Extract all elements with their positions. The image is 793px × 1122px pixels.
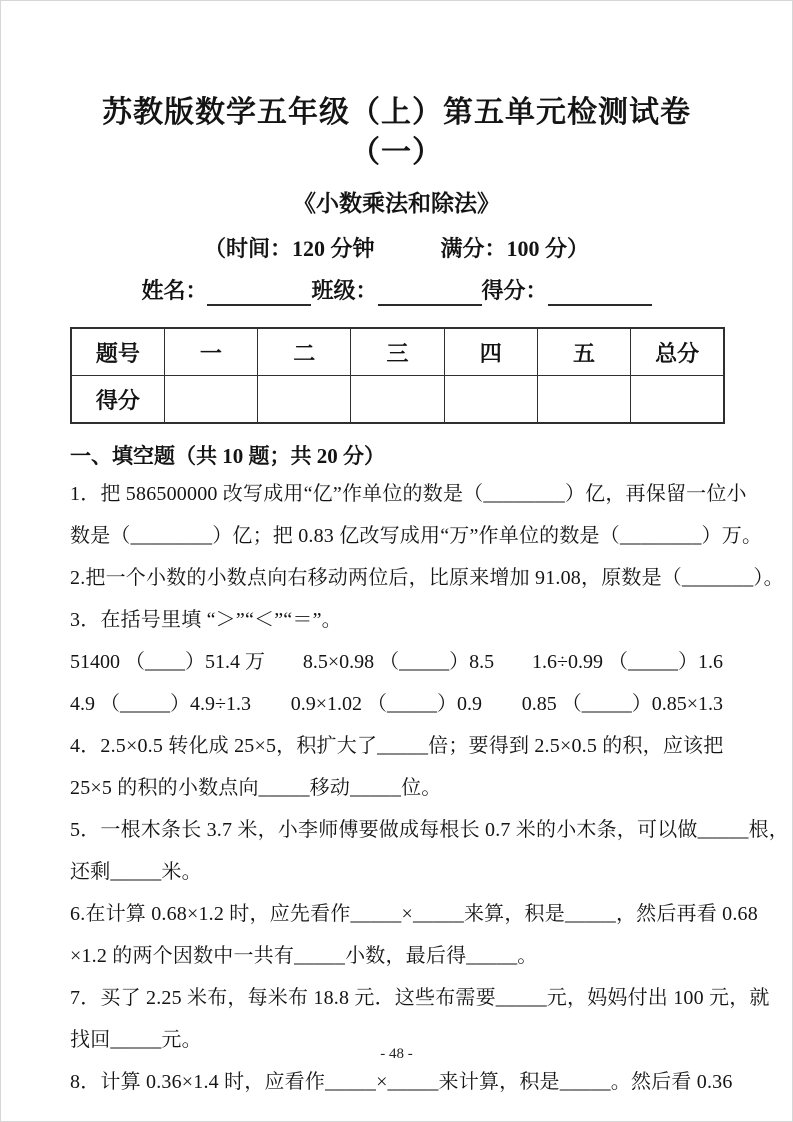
score-table	[70, 327, 725, 424]
question-6-line-2: ×1.2 的两个因数中一共有_____小数，最后得_____。	[70, 945, 538, 967]
name-blank[interactable]	[207, 280, 311, 306]
question-1-line-1: 1．把 586500000 改写成用“亿”作单位的数是（________）亿，再保留一位小	[70, 483, 747, 505]
score-table-header-row	[71, 328, 724, 376]
question-3: 3．在括号里填 “＞”“＜”“＝”。	[70, 609, 342, 631]
compare-item: 0.9×1.02 （_____）0.9	[290, 693, 482, 715]
compare-item: 51400 （____）51.4 万	[70, 651, 265, 673]
compare-row-1	[70, 641, 723, 683]
score-cell[interactable]	[258, 376, 351, 424]
class-label: 班级：	[311, 278, 378, 303]
question-6-line-1: 6.在计算 0.68×1.2 时，应先看作_____×_____来算，积是_____，然后再看 0.68	[70, 903, 758, 925]
question-2: 2.把一个小数的小数点向右移动两位后，比原来增加 91.08，原数是（_______）。	[70, 567, 784, 589]
class-blank[interactable]	[378, 280, 482, 306]
table-header-cell-4: 四	[444, 328, 537, 376]
score-label: 得分：	[481, 278, 548, 303]
name-label: 姓名：	[141, 278, 208, 303]
compare-item: 1.6÷0.99 （_____）1.6	[532, 651, 723, 673]
question-5-line-2: 还剩_____米。	[70, 861, 202, 883]
exam-time-score-line: （时间：120 分钟 满分：100 分）	[203, 236, 589, 261]
score-cell[interactable]	[164, 376, 257, 424]
compare-item: 8.5×0.98 （_____）8.5	[302, 651, 495, 673]
score-cell[interactable]	[537, 376, 630, 424]
score-cell[interactable]	[631, 376, 724, 424]
question-4-line-1: 4．2.5×0.5 转化成 25×5，积扩大了_____倍；要得到 2.5×0.5 的积，应该把	[70, 735, 724, 757]
table-header-cell-tihao: 题号	[71, 328, 164, 376]
score-table-score-row	[71, 376, 724, 424]
question-1-line-2: 数是（________）亿；把 0.83 亿改写成用“万”作单位的数是（________）万。	[70, 525, 763, 547]
question-7-line-1: 7．买了 2.25 米布，每米布 18.8 元．这些布需要_____元，妈妈付出 100 元，就	[70, 987, 770, 1009]
question-7-line-2: 找回_____元。	[70, 1029, 202, 1051]
table-header-cell-5: 五	[537, 328, 630, 376]
compare-item: 4.9 （_____）4.9÷1.3	[70, 693, 251, 715]
score-cell[interactable]	[351, 376, 444, 424]
question-4-line-2: 25×5 的积的小数点向_____移动_____位。	[70, 777, 442, 799]
question-5-line-1: 5．一根木条长 3.7 米，小李师傅要做成每根长 0.7 米的小木条，可以做_____根，	[70, 819, 789, 841]
page-title: 苏教版数学五年级（上）第五单元检测试卷（一）	[102, 96, 691, 169]
section-heading-fill-in: 一、填空题（共 10 题；共 20 分）	[70, 444, 385, 468]
score-blank[interactable]	[548, 280, 652, 306]
compare-item: 0.85 （_____）0.85×1.3	[521, 693, 723, 715]
student-info-row	[70, 276, 723, 306]
table-header-cell-total: 总分	[631, 328, 724, 376]
score-cell[interactable]	[444, 376, 537, 424]
score-row-label: 得分	[71, 376, 164, 424]
exam-subtitle: 《小数乘法和除法》	[293, 191, 500, 216]
page-number: - 48 -	[380, 1046, 413, 1062]
compare-row-2	[70, 683, 723, 725]
question-8: 8．计算 0.36×1.4 时，应看作_____×_____来计算，积是_____。然后看 0.36	[70, 1071, 733, 1093]
table-header-cell-2: 二	[258, 328, 351, 376]
page-content	[1, 93, 792, 1103]
table-header-cell-3: 三	[351, 328, 444, 376]
table-header-cell-1: 一	[164, 328, 257, 376]
